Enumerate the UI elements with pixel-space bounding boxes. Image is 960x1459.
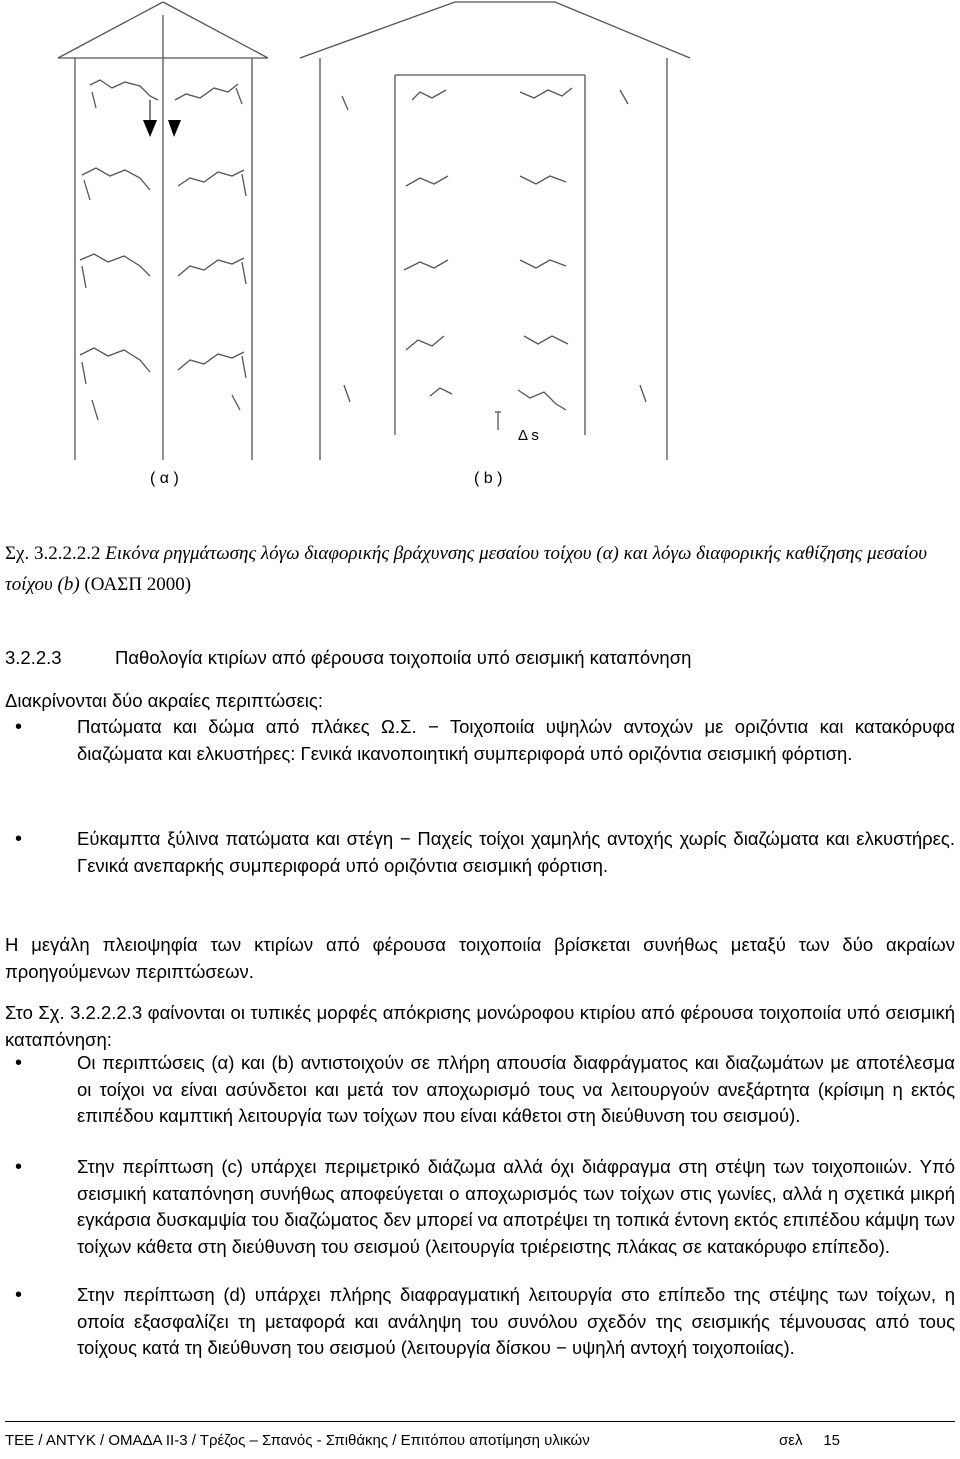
response-text: Στην περίπτωση (c) υπάρχει περιμετρικό διάζωμα αλλά όχι διάφραγμα στη στέψη των τοιχοποιιών. Υπό σεισμική καταπόνηση συνήθως αποφεύγεται ο αποχωρισμός των τοίχων στις γωνίες, αλλά η σχετικά μικρή εγκάρσια δυσκαμψία του διαζώματος δεν μπορεί να αποτρέψει τη τοπικά έντονη εκτός επιπέδου κάμψη των τοίχων κάθετα στη διεύθυνση του σεισμού (λειτουργία τριέρειστης πλάκας σε κατακόρυφο επίπεδο). [77,1156,955,1257]
section-number: 3.2.2.3 [5,647,62,668]
list-item [5,1154,955,1260]
footer-divider [5,1421,955,1422]
figure-caption [5,538,945,600]
paragraph: Η μεγάλη πλειοψηφία των κτιρίων από φέρουσα τοιχοποιία βρίσκεται συνήθως μεταξύ των δύο ακραίων προηγούμενων περιπτώσεων. [5,934,955,982]
case-text: Εύκαμπτα ξύλινα πατώματα και στέγη − Παχείς τοίχοι χαμηλής αντοχής χωρίς διαζώματα και ελκυστήρες. Γενικά ανεπαρκής συμπεριφορά υπό οριζόντια σεισμική φόρτιση. [77,828,955,876]
building-sections-drawing [0,0,960,500]
footer-text: ΤΕΕ / ΑΝΤΥΚ / ΟΜΑΔΑ ΙΙ-3 / Τρέζος – Σπανός - Σπιθάκης / Επιτόπου αποτίμηση υλικών [5,1432,590,1449]
caption-prefix: Σχ. 3.2.2.2.2 [5,543,101,564]
caption-source: (ΟΑΣΠ 2000) [84,574,192,595]
building-b [300,2,690,460]
response-text: Οι περιπτώσεις (α) και (b) αντιστοιχούν σε πλήρη απουσία διαφράγματος και διαζωμάτων με αποτέλεσμα οι τοίχοι να είναι ασύνδετοι και μετά τον αποχωρισμό τους να λειτουργούν ανεξάρτητα (κρίσιμη η εκτός επιπέδου καμπτική λειτουργία των τοίχων που είναι κάθετοι στη διεύθυνση του σεισμού). [77,1052,955,1126]
figure-label-a: ( α ) [150,470,179,487]
arrow-down-icon [168,120,181,137]
list-item [5,714,955,767]
page-number-block [779,1432,840,1449]
response-text: Στην περίπτωση (d) υπάρχει πλήρης διαφραγματική λειτουργία στο επίπεδο της στέψης των τοίχων, η οποία εξασφαλίζει τη μεταφορά και ανάληψη του συνόλου σχεδόν της σεισμικής τέμνουσας από τους τοίχους κατά τη διεύθυνση του σεισμού (λειτουργία δίσκου − υψηλή αντοχή τοιχοποιίας). [77,1284,955,1358]
list-item [5,826,955,879]
case-text: Πατώματα και δώμα από πλάκες Ω.Σ. − Τοιχοποιία υψηλών αντοχών με οριζόντια και κατακόρυφα διαζώματα και ελκυστήρες: Γενικά ικανοποιητική συμπεριφορά υπό οριζόντια σεισμική φόρτιση. [77,716,955,764]
intro-text: Διακρίνονται δύο ακραίες περιπτώσεις: [5,690,323,711]
page-footer [5,1432,955,1449]
section-heading [5,645,955,672]
bullet-icon: • [15,828,23,850]
page-label: σελ [779,1432,803,1449]
caption-text: Εικόνα ρηγμάτωσης λόγω διαφορικής βράχυνσης μεσαίου τοίχου (α) και λόγω διαφορικής καθίζησης μεσαίου τοίχου (b) [5,543,927,595]
paragraph: Στο Σχ. 3.2.2.2.3 φαίνονται οι τυπικές μορφές απόκρισης μονώροφου κτιρίου από φέρουσα τοιχοποιία υπό σεισμική καταπόνηση: [5,1002,955,1050]
building-a [58,2,268,460]
bullet-icon: • [15,1156,23,1178]
crack-pattern-figure [0,0,960,500]
figure-label-b: ( b ) [474,470,503,487]
bullet-icon: • [15,716,23,738]
bullet-icon: • [15,1284,23,1306]
list-item [5,1050,955,1130]
list-item [5,1282,955,1362]
section-title: Παθολογία κτιρίων από φέρουσα τοιχοποιία υπό σεισμική καταπόνηση [115,647,692,668]
page-number: 15 [823,1432,840,1449]
delta-s-label: Δ s [518,427,539,444]
bullet-icon: • [15,1052,23,1074]
arrow-down-icon [143,120,157,137]
